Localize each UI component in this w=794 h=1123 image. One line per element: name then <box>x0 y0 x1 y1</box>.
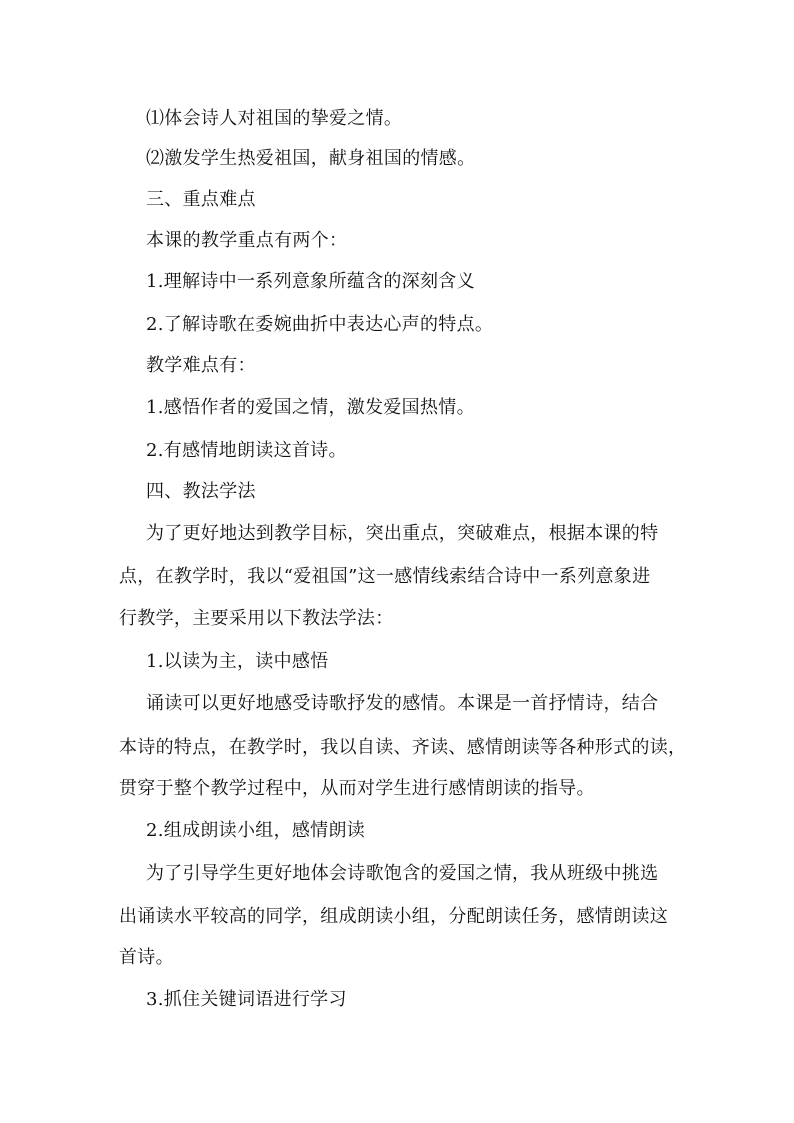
method-heading-1: 1.以读为主，读中感悟 <box>146 651 329 672</box>
method-heading-2: 2.组成朗读小组，感情朗读 <box>146 820 366 841</box>
paragraph-line: 贯穿于整个教学过程中，从而对学生进行感情朗读的指导。 <box>119 778 595 799</box>
paragraph-line: 点，在教学时，我以“爱祖国”这一感情线索结合诗中一系列意象进 <box>119 566 651 587</box>
paragraph-line: 本诗的特点，在教学时，我以自读、齐读、感情朗读等各种形式的读， <box>119 737 687 758</box>
key-point-2: 2.了解诗歌在委婉曲折中表达心声的特点。 <box>146 314 494 335</box>
section-heading-key-points: 三、重点难点 <box>146 189 256 210</box>
paragraph-line: 首诗。 <box>119 947 174 968</box>
difficulty-2: 2.有感情地朗读这首诗。 <box>146 440 347 461</box>
method-heading-3: 3.抓住关键词语进行学习 <box>146 989 347 1010</box>
difficulties-intro: 教学难点有： <box>146 355 256 376</box>
paragraph-line: 诵读可以更好地感受诗歌抒发的感情。本课是一首抒情诗，结合 <box>146 693 659 714</box>
key-points-intro: 本课的教学重点有两个： <box>146 230 348 251</box>
objective-item-2: ⑵激发学生热爱祖国，献身祖国的情感。 <box>146 148 476 169</box>
paragraph-line: 出诵读水平较高的同学，组成朗读小组，分配朗读任务，感情朗读这 <box>119 906 668 927</box>
key-point-1: 1.理解诗中一系列意象所蕴含的深刻含义 <box>146 271 475 292</box>
objective-item-1: ⑴体会诗人对祖国的挚爱之情。 <box>146 108 403 129</box>
paragraph-line: 行教学，主要采用以下教法学法： <box>119 608 394 629</box>
section-heading-methods: 四、教法学法 <box>146 481 256 502</box>
difficulty-1: 1.感悟作者的爱国之情，激发爱国热情。 <box>146 397 475 418</box>
paragraph-line: 为了更好地达到教学目标，突出重点，突破难点，根据本课的特 <box>146 523 659 544</box>
paragraph-line: 为了引导学生更好地体会诗歌饱含的爱国之情，我从班级中挑选 <box>146 863 659 884</box>
